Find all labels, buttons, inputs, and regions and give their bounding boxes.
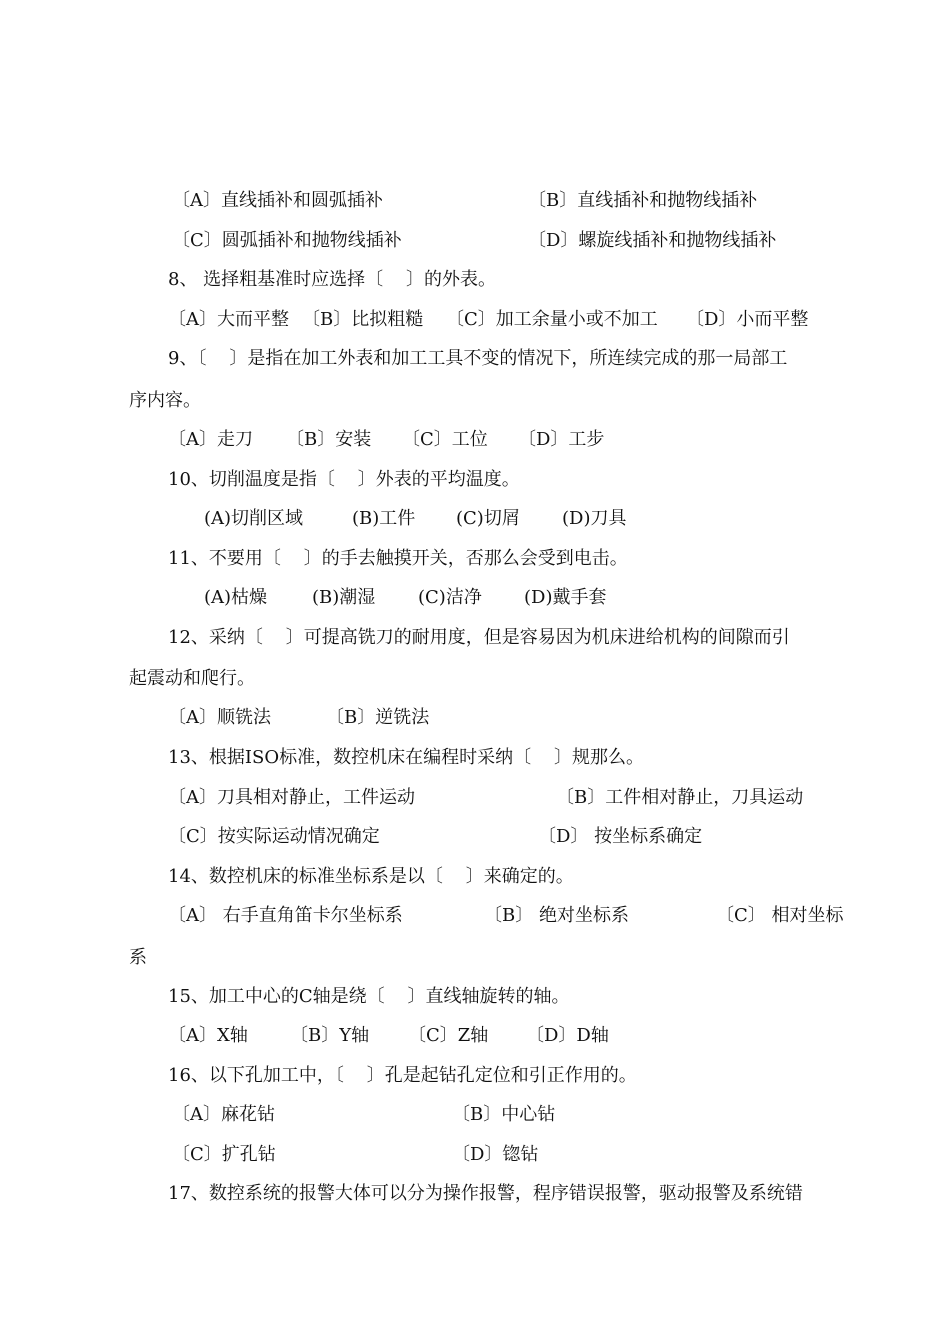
question-10-stem: 10、切削温度是指〔 〕外表的平均温度。 [168, 469, 520, 490]
q7-option-d: 〔D〕螺旋线插补和抛物线插补 [528, 230, 777, 251]
q13-option-a: 〔A〕刀具相对静止，工件运动 [168, 787, 415, 808]
q9-option-d: 〔D〕工步 [518, 429, 605, 450]
question-17-stem: 17、数控系统的报警大体可以分为操作报警，程序错误报警，驱动报警及系统错 [168, 1183, 803, 1204]
q10-option-c: (C)切屑 [456, 508, 520, 529]
question-8-stem: 8、 选择粗基准时应选择〔 〕的外表。 [168, 269, 497, 290]
q9-option-a: 〔A〕走刀 [168, 429, 253, 450]
q14-option-a: 〔A〕 右手直角笛卡尔坐标系 [168, 905, 403, 926]
q11-option-b: (B)潮湿 [312, 587, 376, 608]
question-11-stem: 11、不要用〔 〕的手去触摸开关，否那么会受到电击。 [168, 548, 628, 569]
q8-option-c: 〔C〕加工余量小或不加工 [446, 309, 658, 330]
q9-option-b: 〔B〕安装 [286, 429, 372, 450]
q11-option-a: (A)枯燥 [204, 587, 268, 608]
q14-option-c-wrap: 系 [129, 947, 147, 968]
q13-option-b: 〔B〕工件相对静止，刀具运动 [556, 787, 804, 808]
question-14-stem: 14、数控机床的标准坐标系是以〔 〕来确定的。 [168, 866, 574, 887]
q15-option-b: 〔B〕Y轴 [290, 1025, 370, 1046]
q13-option-d: 〔D〕 按坐标系确定 [538, 826, 703, 847]
q12-option-b: 〔B〕逆铣法 [326, 707, 430, 728]
q10-option-d: (D)刀具 [562, 508, 627, 529]
q11-option-c: (C)洁净 [418, 587, 482, 608]
q7-option-a: 〔A〕直线插补和圆弧插补 [172, 190, 383, 211]
question-16-stem: 16、以下孔加工中，〔 〕孔是起钻孔定位和引正作用的。 [168, 1065, 637, 1086]
q8-option-a: 〔A〕大而平整 [168, 309, 289, 330]
q15-option-c: 〔C〕Z轴 [408, 1025, 489, 1046]
q8-option-b: 〔B〕比拟粗糙 [302, 309, 424, 330]
question-12-stem-cont: 起震动和爬行。 [129, 668, 255, 689]
q16-option-b: 〔B〕中心钻 [452, 1104, 556, 1125]
q16-option-d: 〔D〕锪钻 [452, 1144, 539, 1165]
q14-option-c: 〔C〕 相对坐标 [716, 905, 844, 926]
q7-option-c: 〔C〕圆弧插补和抛物线插补 [172, 230, 402, 251]
q10-option-a: (A)切削区域 [204, 508, 304, 529]
question-9-stem-cont: 序内容。 [129, 390, 201, 411]
q9-option-c: 〔C〕工位 [402, 429, 488, 450]
q12-option-a: 〔A〕顺铣法 [168, 707, 271, 728]
q8-option-d: 〔D〕小而平整 [686, 309, 809, 330]
q16-option-c: 〔C〕扩孔钻 [172, 1144, 276, 1165]
q14-option-b: 〔B〕 绝对坐标系 [484, 905, 629, 926]
question-12-stem: 12、采纳〔 〕可提高铣刀的耐用度，但是容易因为机床进给机构的间隙而引 [168, 627, 790, 648]
question-13-stem: 13、根据ISO标准，数控机床在编程时采纳〔 〕规那么。 [168, 747, 644, 768]
q16-option-a: 〔A〕麻花钻 [172, 1104, 275, 1125]
q13-option-c: 〔C〕按实际运动情况确定 [168, 826, 380, 847]
q10-option-b: (B)工件 [352, 508, 416, 529]
q11-option-d: (D)戴手套 [524, 587, 607, 608]
q15-option-a: 〔A〕X轴 [168, 1025, 248, 1046]
q7-option-b: 〔B〕直线插补和抛物线插补 [528, 190, 758, 211]
q15-option-d: 〔D〕D轴 [526, 1025, 609, 1046]
question-15-stem: 15、加工中心的C轴是绕〔 〕直线轴旋转的轴。 [168, 986, 570, 1007]
question-9-stem: 9、〔 〕是指在加工外表和加工工具不变的情况下，所连续完成的那一局部工 [168, 348, 788, 369]
